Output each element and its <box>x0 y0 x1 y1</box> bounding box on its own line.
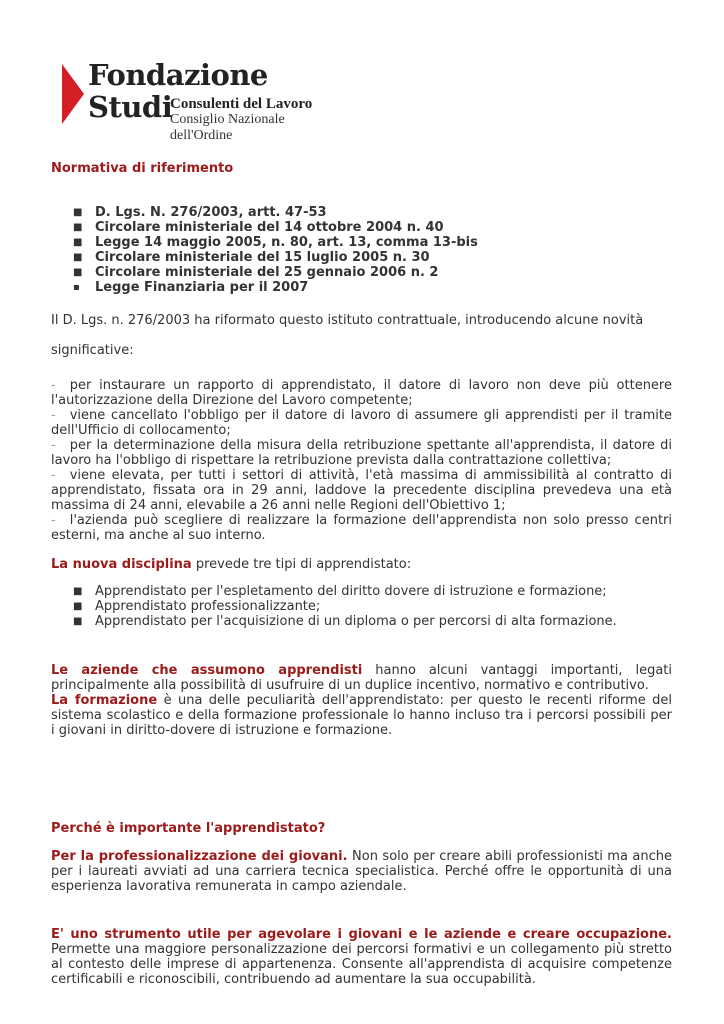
dash-icon: - <box>51 468 56 483</box>
fondazione-studi-logo <box>62 58 342 143</box>
dash-icon: - <box>51 513 56 528</box>
bullet-icon: ▪ <box>73 282 80 293</box>
logo-subtitle-2: Consiglio Nazionale dell'Ordine <box>170 112 285 143</box>
bullet-icon: ■ <box>73 267 83 278</box>
list-item: ■ Circolare ministeriale del 25 gennaio 2006 n. 2 <box>73 265 439 280</box>
bullet-icon: ■ <box>73 616 83 627</box>
dash-icon: - <box>51 408 56 423</box>
list-item: ■ Apprendistato professionalizzante; <box>73 599 321 614</box>
aziende-paragraph: Le aziende che assumono apprendisti hanno alcuni vantaggi importanti, legati principalmente alla possibilità di usufruire di un duplice incentivo, normativo e contributivo. <box>51 663 672 693</box>
list-item: - per instaurare un rapporto di apprendistato, il datore di lavoro non deve più ottenere l'autorizzazione della Direzione del Lavoro competente; <box>51 378 672 408</box>
professionalizzazione-paragraph: Per la professionalizzazione dei giovani. Non solo per creare abili professionisti ma anche per i laureati avviati ad una carriera tecnica specialistica. Perché offre le opportunità di una esperienza lavorativa remunerata in campo aziendale. <box>51 849 673 894</box>
logo-word-studi: Studi <box>88 90 173 124</box>
intro-line-1: Il D. Lgs. n. 276/2003 ha riformato questo istituto contrattuale, introducendo alcune novità <box>51 313 644 328</box>
list-item: ■ Apprendistato per l'espletamento del diritto dovere di istruzione e formazione; <box>73 584 607 599</box>
bullet-icon: ■ <box>73 252 83 263</box>
bullet-icon: ■ <box>73 601 83 612</box>
logo-subtitle-1: Consulenti del Lavoro <box>170 96 313 112</box>
list-item: ■ Circolare ministeriale del 14 ottobre 2004 n. 40 <box>73 220 444 235</box>
list-item: - per la determinazione della misura della retribuzione spettante all'apprendista, il datore di lavoro ha l'obbligo di rispettare la retribuzione prevista dalla contrattazione collettiva; <box>51 438 672 468</box>
nuova-disciplina-paragraph: La nuova disciplina prevede tre tipi di apprendistato: <box>51 557 412 572</box>
logo-red-triangle-icon <box>62 64 84 124</box>
list-item: ■ Circolare ministeriale del 15 luglio 2005 n. 30 <box>73 250 430 265</box>
intro-line-2: significative: <box>51 343 134 358</box>
list-item: - viene elevata, per tutti i settori di attività, l'età massima di ammissibilità al contratto di apprendistato, fissata ora in 29 anni, laddove la precedente disciplina prevedeva una età massima di 24 anni, elevabile a 26 anni nelle Regioni dell'Obiettivo 1; <box>51 468 672 513</box>
perche-heading: Perché è importante l'apprendistato? <box>51 821 326 836</box>
novita-list <box>51 378 672 543</box>
occupazione-paragraph: E' uno strumento utile per agevolare i giovani e le aziende e creare occupazione. Permette una maggiore personalizzazione dei percorsi formativi e un collegamento più stretto al contesto delle imprese di appartenenza. Consente all'apprendista di acquisire competenze certificabili e riconoscibili, contribuendo ad aumentare la sua occupabilità. <box>51 927 672 987</box>
bullet-icon: ■ <box>73 207 83 218</box>
apprendistato-types-list <box>51 584 671 629</box>
bullet-icon: ■ <box>73 237 83 248</box>
list-item: ■ Legge 14 maggio 2005, n. 80, art. 13, comma 13-bis <box>73 235 478 250</box>
dash-icon: - <box>51 438 56 453</box>
list-item: ■ Apprendistato per l'acquisizione di un diploma o per percorsi di alta formazione. <box>73 614 617 629</box>
formazione-paragraph: La formazione è una delle peculiarità dell'apprendistato: per questo le recenti riforme del sistema scolastico e della formazione professionale lo hanno incluso tra i percorsi possibili per i giovani in diritto-dovere di istruzione e formazione. <box>51 693 672 738</box>
list-item: - l'azienda può scegliere di realizzare la formazione dell'apprendista non solo presso centri esterni, ma anche al suo interno. <box>51 513 672 543</box>
bullet-icon: ■ <box>73 586 83 597</box>
normativa-heading: Normativa di riferimento <box>51 161 234 176</box>
list-item: ▪ Legge Finanziaria per il 2007 <box>73 280 309 295</box>
normativa-list <box>51 205 671 295</box>
logo-word-fondazione: Fondazione <box>88 58 268 92</box>
list-item: - viene cancellato l'obbligo per il datore di lavoro di assumere gli apprendisti per il tramite dell'Ufficio di collocamento; <box>51 408 672 438</box>
bullet-icon: ■ <box>73 222 83 233</box>
list-item: ■ D. Lgs. N. 276/2003, artt. 47-53 <box>73 205 327 220</box>
dash-icon: - <box>51 378 56 393</box>
